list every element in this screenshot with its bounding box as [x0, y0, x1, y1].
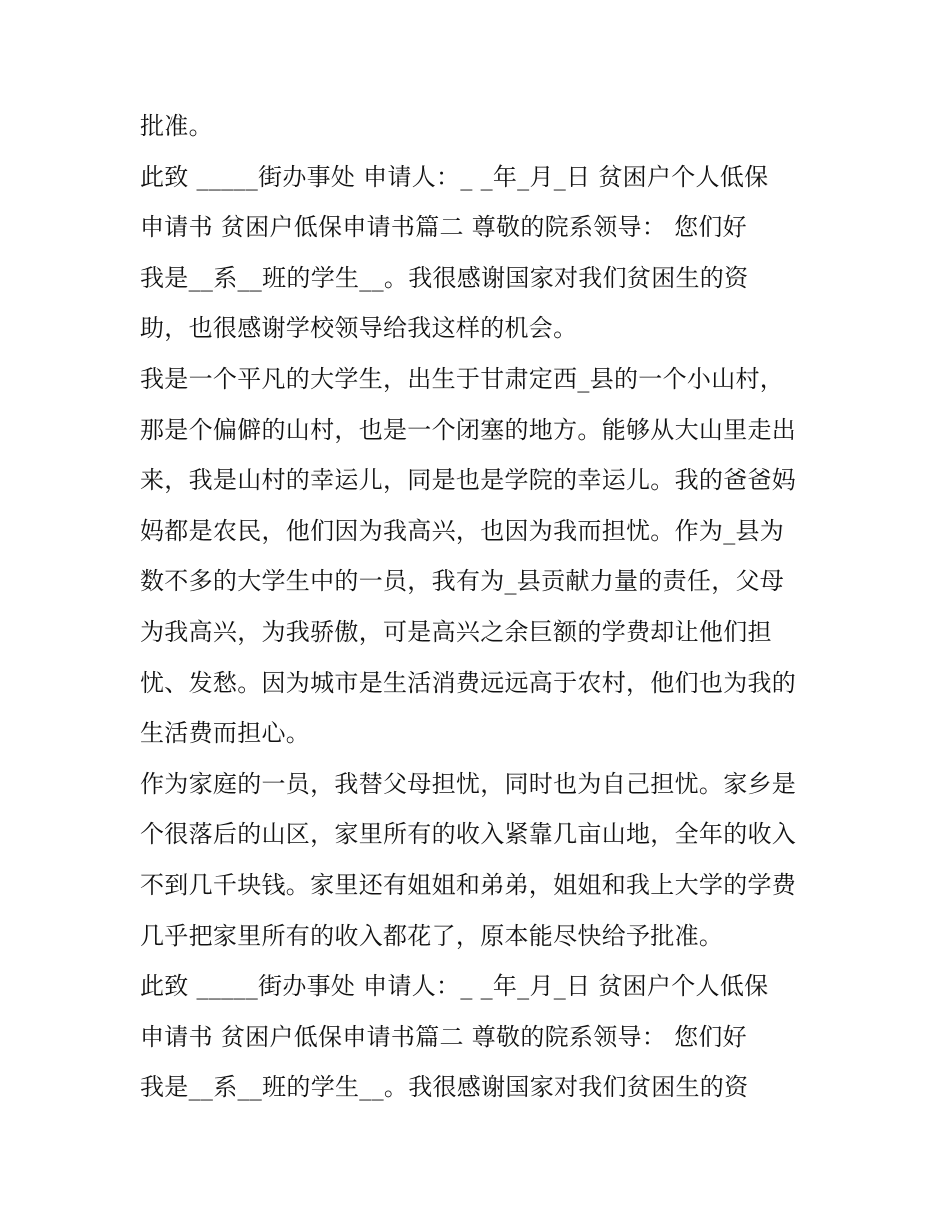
text-line-16: 不到几千块钱。家里还有姐姐和弟弟，姐姐和我上大学的学费	[140, 870, 797, 899]
text-line-5: 助，也很感谢学校领导给我这样的机会。	[140, 314, 578, 343]
text-line-7: 那是个偏僻的山村，也是一个闭塞的地方。能够从大山里走出	[140, 415, 797, 444]
text-line-12: 忧、发愁。因为城市是生活消费远远高于农村，他们也为我的	[140, 668, 797, 697]
text-line-1: 批准。	[140, 112, 213, 140]
document-body	[140, 101, 830, 1113]
text-line-2: 此致 _____街办事处 申请人：_ _年_月_日 贫困户个人低保	[140, 162, 769, 191]
text-line-6: 我是一个平凡的大学生，出生于甘肃定西_县的一个小山村，	[140, 364, 785, 393]
text-line-10: 数不多的大学生中的一员，我有为_县贡献力量的责任，父母	[140, 567, 785, 596]
text-line-19: 申请书 贫困户低保申请书篇二 尊敬的院系领导： 您们好	[140, 1022, 747, 1051]
text-line-20: 我是__系__班的学生__。我很感谢国家对我们贫困生的资	[140, 1073, 749, 1102]
text-line-18: 此致 _____街办事处 申请人：_ _年_月_日 贫困户个人低保	[140, 972, 769, 1001]
text-line-4: 我是__系__班的学生__。我很感谢国家对我们贫困生的资	[140, 263, 749, 292]
text-line-3: 申请书 贫困户低保申请书篇二 尊敬的院系领导： 您们好	[140, 213, 747, 242]
text-line-8: 来，我是山村的幸运儿，同是也是学院的幸运儿。我的爸爸妈	[140, 466, 797, 495]
text-line-15: 个很落后的山区，家里所有的收入紧靠几亩山地，全年的收入	[140, 820, 797, 849]
text-line-13: 生活费而担心。	[140, 719, 311, 748]
text-line-14: 作为家庭的一员，我替父母担忧，同时也为自己担忧。家乡是	[140, 769, 797, 798]
text-line-9: 妈都是农民，他们因为我高兴，也因为我而担忧。作为_县为	[140, 516, 785, 545]
text-line-17: 几乎把家里所有的收入都花了，原本能尽快给予批准。	[140, 921, 724, 950]
text-line-11: 为我高兴，为我骄傲，可是高兴之余巨额的学费却让他们担	[140, 617, 772, 646]
